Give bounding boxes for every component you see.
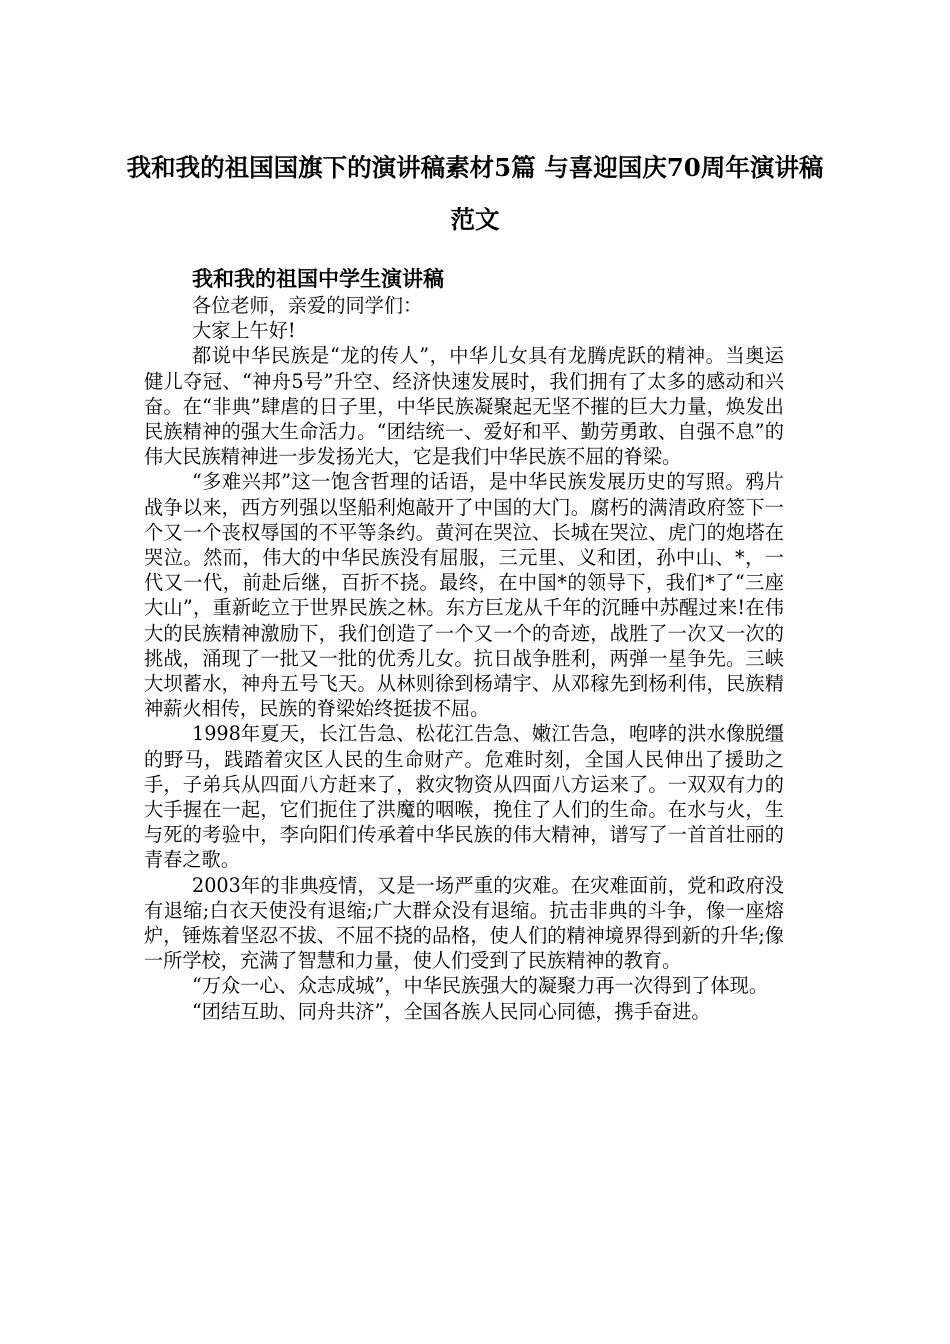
salutation: 大家上午好! — [192, 319, 296, 343]
paragraph: 2003年的非典疫情，又是一场严重的灾难。在灾难面前，党和政府没有退缩;白衣天使没有退缩;广大群众没有退缩。抗击非典的斗争，像一座熔炉，锤炼着坚忍不拔、不屈不挠的品格，使人们的精神境界得到新的升华;像一所学校，充满了智慧和力量，使人们受到了民族精神的教育。 — [144, 873, 784, 973]
paragraph: “万众一心、众志成城”，中华民族强大的凝聚力再一次得到了体现。 — [192, 974, 769, 998]
section-title: 我和我的祖国中学生演讲稿 — [192, 266, 444, 291]
paragraph: “团结互助、同舟共济”，全国各族人民同心同德，携手奋进。 — [192, 999, 711, 1023]
greeting: 各位老师，亲爱的同学们： — [192, 294, 423, 317]
document-title: 我和我的祖国国旗下的演讲稿素材5篇 与喜迎国庆70周年演讲稿范文 — [126, 153, 824, 234]
paragraph: 1998年夏天，长江告急、松花江告急、嫩江告急，咆哮的洪水像脱缰的野马，践踏着灾区人民的生命财产。危难时刻，全国人民伸出了援助之手，子弟兵从四面八方赶来了，救灾物资从四面八方运来了。一双双有力的大手握在一起，它们扼住了洪魔的咽喉，挽住了人们的生命。在水与火，生与死的考验中，李向阳们传承着中华民族的伟大精神，谱写了一首首壮丽的青春之歌。 — [144, 722, 784, 872]
document-body — [144, 266, 784, 1024]
paragraph: “多难兴邦”这一饱含哲理的话语，是中华民族发展历史的写照。鸦片战争以来，西方列强以坚船利炮敲开了中国的大门。腐朽的满清政府签下一个又一个丧权辱国的不平等条约。黄河在哭泣、长城在哭泣、虎门的炮塔在哭泣。然而，伟大的中华民族没有屈服，三元里、义和团，孙中山、*，一代又一代，前赴后继，百折不挠。最终，在中国*的领导下，我们*了“三座大山”，重新屹立于世界民族之林。东方巨龙从千年的沉睡中苏醒过来!在伟大的民族精神激励下，我们创造了一个又一个的奇迹，战胜了一次又一次的挑战，涌现了一批又一批的优秀儿女。抗日战争胜利，两弹一星争先。三峡大坝蓄水，神舟五号飞天。从林则徐到杨靖宇、从邓稼先到杨利伟，民族精神薪火相传，民族的脊梁始终挺拔不屈。 — [144, 470, 784, 721]
paragraph: 都说中华民族是“龙的传人”，中华儿女具有龙腾虎跃的精神。当奥运健儿夺冠、“神舟5号”升空、经济快速发展时，我们拥有了太多的感动和兴奋。在“非典”肆虐的日子里，中华民族凝聚起无坚不摧的巨大力量，焕发出民族精神的强大生命活力。“团结统一、爱好和平、勤劳勇敢、自强不息”的伟大民族精神进一步发扬光大，它是我们中华民族不屈的脊梁。 — [144, 344, 784, 469]
